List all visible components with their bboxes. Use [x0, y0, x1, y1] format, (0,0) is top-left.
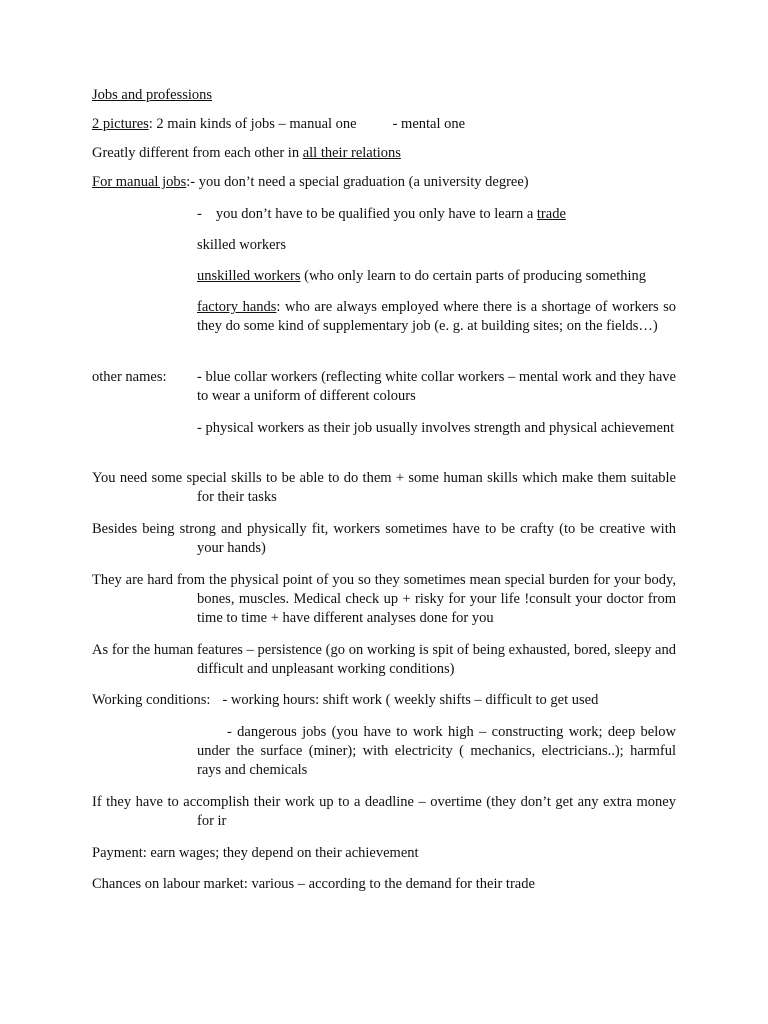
- paragraph-special-skills: You need some special skills to be able to do them + some human skills which make them suitable for their tasks: [92, 470, 676, 505]
- qualified-text: you don’t have to be qualified you only have to learn a: [215, 206, 537, 222]
- unskilled-label: unskilled workers: [197, 268, 301, 284]
- skilled-text: skilled workers: [197, 237, 286, 253]
- line-payment: Payment: earn wages; they depend on their achievement: [92, 845, 419, 861]
- physical-workers-text: - physical workers as their job usually involves strength and physical achievement: [197, 420, 675, 436]
- paragraph-dangerous-jobs: - dangerous jobs (you have to work high – constructing work; deep below under the surface (miner); with electricity ( mechanics, electricians..); harmful rays and chemicals: [197, 724, 676, 778]
- line-skilled: [197, 236, 676, 255]
- working-conditions-label: Working conditions:: [92, 692, 211, 708]
- paragraph-crafty: Besides being strong and physically fit, workers sometimes have to be crafty (to be creative with your hands): [92, 521, 676, 556]
- title-text: Jobs and professions: [92, 87, 213, 103]
- manual-jobs-label: For manual jobs: [92, 174, 187, 190]
- paragraph-factory-hands: [197, 298, 676, 336]
- paragraph-blue-collar: [197, 368, 676, 406]
- relations-underlined: all their relations: [302, 145, 401, 161]
- other-names-label: other names:: [92, 369, 167, 385]
- paragraph-physical-workers: [197, 419, 676, 438]
- line-labour-market: Chances on labour market: various – according to the demand for their trade: [92, 876, 535, 892]
- mental-one-text: - mental one: [392, 116, 466, 132]
- pictures-label: 2 pictures: [92, 116, 149, 132]
- line-relations: [92, 144, 676, 163]
- factory-hands-text: : who are always employed where there is a shortage of workers so they do some kind of supplementary job (e. g. at building sites; on the fields…): [197, 299, 677, 334]
- working-hours-text: - working hours: shift work ( weekly shifts – difficult to get used: [222, 692, 599, 708]
- line-qualified: [197, 205, 676, 224]
- factory-hands-label: factory hands: [197, 299, 277, 315]
- unskilled-text: (who only learn to do certain parts of producing something: [300, 268, 647, 284]
- line-unskilled: [197, 267, 676, 286]
- blue-collar-text: - blue collar workers (reflecting white collar workers – mental work and they have to wear a uniform of different colours: [197, 369, 676, 404]
- line-pictures: [92, 115, 676, 134]
- document-title: [92, 86, 676, 105]
- paragraph-human-features: As for the human features – persistence (go on working is spit of being exhausted, bored, sleepy and difficult and unpleasant working conditions): [92, 642, 676, 677]
- line-manual-jobs: [92, 173, 676, 192]
- paragraph-overtime: If they have to accomplish their work up to a deadline – overtime (they don’t get any extra money for ir: [92, 794, 676, 829]
- qualified-dash: -: [197, 206, 202, 222]
- pictures-text: : 2 main kinds of jobs – manual one: [148, 116, 357, 132]
- line-working-conditions: [92, 691, 676, 710]
- paragraph-physical-burden: They are hard from the physical point of you so they sometimes mean special burden for your body, bones, muscles. Medical check up + risky for your life !consult your doctor from time to time + have different analyses done for you: [92, 572, 676, 626]
- relations-text: Greatly different from each other in: [92, 145, 303, 161]
- trade-underlined: trade: [536, 206, 566, 222]
- manual-jobs-text: :- you don’t need a special graduation (a university degree): [186, 174, 529, 190]
